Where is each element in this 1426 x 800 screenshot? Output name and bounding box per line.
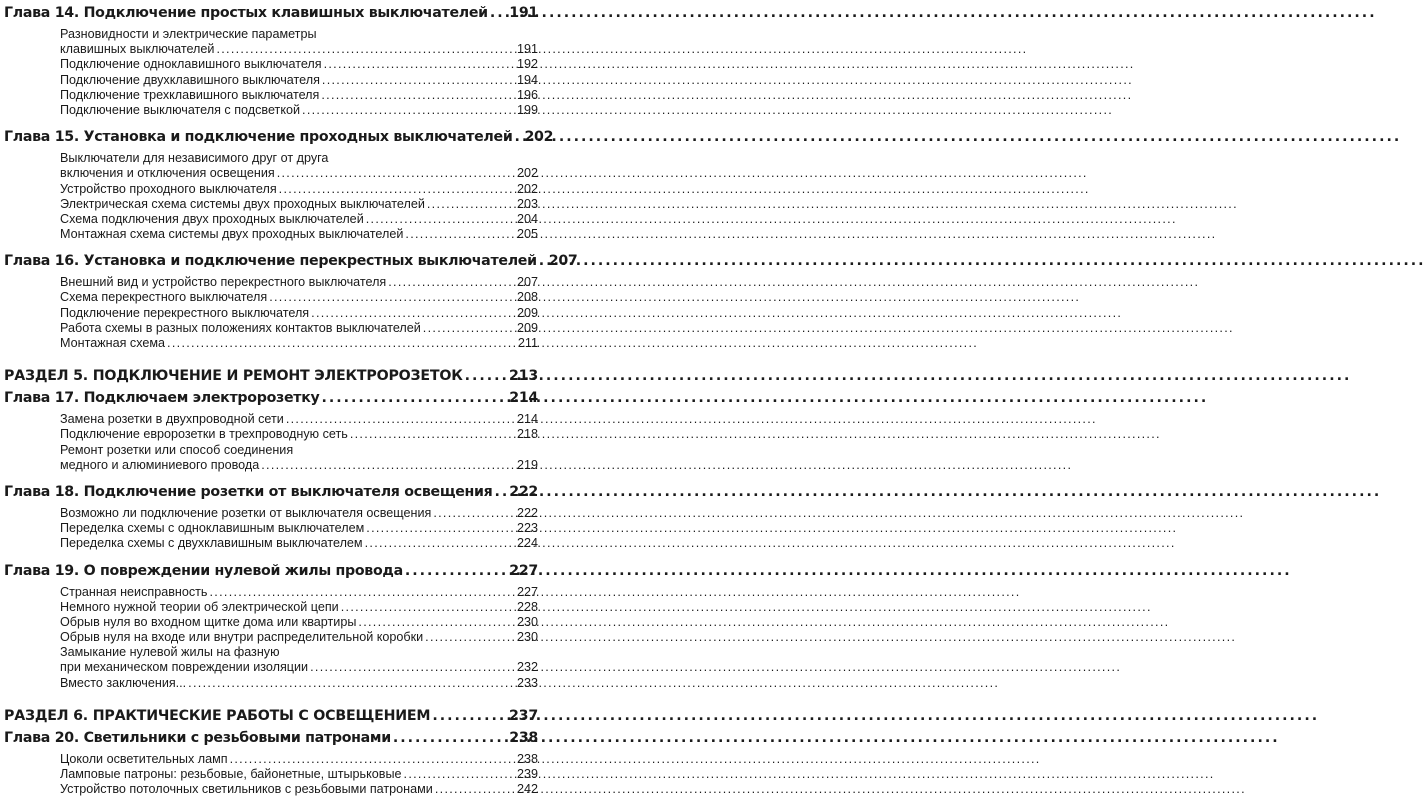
dot-leader — [350, 427, 515, 442]
toc-entry-row-page-number: 242 — [516, 782, 538, 797]
dot-leader — [210, 585, 515, 600]
chapter-heading-title: Глава 19. О повреждении нулевой жилы провода — [4, 562, 403, 579]
toc-entry-row-page-number: 232 — [516, 660, 538, 675]
chapter-heading-page-number: 227 — [509, 562, 538, 579]
toc-entry-row-title: клавишных выключателей — [60, 42, 215, 57]
dot-leader — [365, 536, 515, 551]
dot-leader — [322, 73, 515, 88]
dot-leader — [427, 197, 515, 212]
chapter-heading-title: Глава 18. Подключение розетки от выключателя освещения — [4, 483, 493, 500]
toc-entry[interactable] — [4, 782, 538, 797]
toc-entry[interactable] — [4, 536, 538, 551]
dot-leader — [188, 676, 515, 691]
toc-entry-row-title: Устройство проходного выключателя — [60, 181, 277, 196]
toc-entry-row[interactable] — [4, 458, 538, 473]
toc-entry[interactable] — [4, 600, 538, 615]
toc-entry-row-title: Обрыв нуля на входе или внутри распределительной коробки — [60, 630, 424, 645]
toc-entry-row-page-number: 227 — [516, 584, 538, 599]
section-heading[interactable] — [4, 365, 538, 387]
dot-leader — [261, 458, 515, 473]
toc-entry-row-title: включения и отключения освещения — [60, 166, 275, 181]
dot-leader — [393, 727, 507, 749]
toc-entry[interactable] — [4, 521, 538, 536]
chapter-heading[interactable] — [4, 250, 578, 272]
toc-entry-row[interactable] — [4, 336, 538, 351]
spacer — [4, 691, 538, 705]
chapter-heading[interactable] — [4, 727, 538, 749]
toc-entry-row-title: Замена розетки в двухпроводной сети — [60, 412, 284, 427]
toc-entry[interactable] — [4, 27, 538, 57]
toc-entry-row-title: Схема подключения двух проходных выключателей — [60, 211, 364, 226]
toc-entry-title-line: Разновидности и электрические параметры — [60, 27, 317, 41]
toc-entry-row-page-number: 202 — [516, 166, 538, 181]
toc-entry-row-title: Подключение выключателя с подсветкой — [60, 102, 301, 117]
toc-entry-row-title: Внешний вид и устройство перекрестного выключателя — [60, 275, 387, 290]
chapter-heading-page-number: 191 — [509, 5, 538, 21]
toc-entry-row[interactable] — [4, 321, 538, 336]
toc-entry-row-title: Монтажная схема системы двух проходных выключателей — [60, 227, 404, 242]
dot-leader — [269, 290, 515, 305]
toc-entry-row-page-number: 233 — [516, 675, 538, 690]
toc-entry[interactable] — [4, 506, 538, 521]
toc-entry-row-title: Цоколи осветительных ламп — [60, 751, 228, 766]
toc-entry-row[interactable] — [4, 427, 538, 442]
toc-entry-title-line: Ремонт розетки или способ соединения — [60, 442, 294, 457]
toc-entry-row[interactable] — [4, 630, 538, 645]
toc-entry-row-page-number: 238 — [516, 751, 538, 766]
toc-entry-row-title: Устройство потолочных светильников с резьбовыми патронами — [60, 782, 433, 797]
toc-entry[interactable] — [4, 615, 538, 630]
toc-entry-row-title: Обрыв нуля во входном щитке дома или квартиры — [60, 614, 357, 629]
toc-entry-row[interactable] — [4, 290, 538, 305]
toc-entry[interactable] — [4, 290, 538, 305]
toc-entry[interactable] — [4, 275, 538, 290]
dot-leader — [514, 126, 522, 148]
toc-entry-row-title: Электрическая схема системы двух проходных выключателей — [60, 196, 425, 211]
toc-entry[interactable] — [4, 752, 538, 767]
toc-entry-row[interactable] — [4, 166, 538, 181]
chapter-heading[interactable] — [4, 126, 554, 148]
toc-entry-row[interactable] — [4, 767, 538, 782]
chapter-heading[interactable] — [4, 560, 538, 582]
toc-entry-title-line: Замыкание нулевой жилы на фазную — [60, 645, 280, 660]
toc-entry[interactable] — [4, 57, 538, 72]
dot-leader — [405, 560, 507, 582]
toc-entry-row-page-number: 230 — [516, 614, 538, 629]
toc-entry-row-title: Переделка схемы с одноклавишным выключателем — [60, 521, 365, 536]
toc-entry-row[interactable] — [4, 585, 538, 600]
section-heading-title: РАЗДЕЛ 6. ПРАКТИЧЕСКИЕ РАБОТЫ С ОСВЕЩЕНИЕМ — [4, 707, 431, 724]
toc-entry[interactable] — [4, 412, 538, 427]
dot-leader — [324, 57, 515, 72]
toc-entry-row[interactable] — [4, 275, 538, 290]
toc-entry-row-page-number: 203 — [516, 196, 538, 211]
toc-entry-row-page-number: 191 — [516, 42, 538, 57]
dot-leader — [435, 782, 515, 797]
toc-entry-row[interactable] — [4, 521, 538, 536]
toc-entry[interactable] — [4, 630, 538, 645]
chapter-heading-page-number: 207 — [548, 253, 578, 270]
dot-leader — [310, 660, 515, 675]
chapter-heading-page-number: 238 — [509, 729, 538, 746]
toc-entry[interactable] — [4, 212, 538, 227]
dot-leader — [341, 600, 515, 615]
chapter-heading-title: Глава 20. Светильники с резьбовыми патронами — [4, 729, 391, 746]
toc-entry-row[interactable] — [4, 227, 538, 242]
chapter-heading-title: Глава 14. Подключение простых клавишных выключателей — [4, 5, 488, 21]
toc-entry-row-page-number: 204 — [516, 211, 538, 226]
toc-entry-row-title: Подключение одноклавишного выключателя — [60, 57, 322, 72]
toc-entry-row-title: Немного нужной теории об электрической цепи — [60, 599, 339, 614]
toc-entry[interactable] — [4, 227, 538, 242]
toc-entry-row-title: медного и алюминиевого провода — [60, 457, 260, 472]
dot-leader — [432, 705, 507, 727]
toc-entry-row-title: Монтажная схема — [60, 336, 166, 350]
dot-leader — [366, 521, 515, 536]
toc-entry-row-title: Схема перекрестного выключателя — [60, 290, 268, 305]
toc-entry[interactable] — [4, 151, 538, 181]
toc-entry-row-page-number: 228 — [516, 599, 538, 614]
toc-entry-row-page-number: 194 — [516, 72, 538, 87]
chapter-heading-page-number: 202 — [524, 129, 554, 146]
dot-leader — [302, 103, 515, 118]
toc-entry-row-page-number: 230 — [516, 630, 538, 645]
toc-entry-row-title: Подключение трехклавишного выключателя — [60, 87, 320, 102]
toc-entry-row-page-number: 196 — [516, 87, 538, 102]
dot-leader — [494, 481, 507, 503]
toc-entry-row-page-number: 224 — [516, 536, 538, 551]
dot-leader — [404, 767, 515, 782]
dot-leader — [286, 412, 515, 427]
toc-entry[interactable] — [4, 321, 538, 336]
toc-entry-row-page-number: 211 — [517, 336, 538, 350]
dot-leader — [425, 630, 515, 645]
chapter-heading[interactable] — [4, 2, 538, 24]
table-of-contents — [4, 2, 578, 797]
toc-entry-row[interactable] — [4, 73, 538, 88]
toc-entry-title-line: Выключатели для независимого друг от друга — [60, 151, 329, 166]
chapter-heading-title: Глава 17. Подключаем электророзетку — [4, 390, 320, 407]
dot-leader — [167, 336, 516, 351]
spacer — [4, 118, 538, 126]
section-heading[interactable] — [4, 705, 538, 727]
toc-entry[interactable] — [4, 443, 538, 473]
spacer — [4, 242, 538, 250]
dot-leader — [490, 2, 507, 24]
toc-entry[interactable] — [4, 336, 538, 351]
toc-entry-row-title: Вместо заключения... — [60, 675, 187, 690]
toc-entry[interactable] — [4, 767, 538, 782]
toc-entry-row-title: Ламповые патроны: резьбовые, байонетные, штырьковые — [60, 767, 402, 781]
toc-entry-row-page-number: 218 — [516, 427, 538, 442]
toc-entry-row-page-number: 239 — [516, 767, 538, 781]
toc-entry-row-page-number: 208 — [516, 290, 538, 305]
toc-entry[interactable] — [4, 73, 538, 88]
toc-entry-row-page-number: 219 — [516, 457, 538, 472]
toc-entry[interactable] — [4, 585, 538, 600]
toc-entry-row[interactable] — [4, 197, 538, 212]
spacer — [4, 552, 538, 560]
toc-entry-row-title: Возможно ли подключение розетки от выключателя освещения — [60, 505, 432, 520]
dot-leader — [433, 506, 515, 521]
dot-leader — [539, 250, 547, 272]
section-heading-page-number: 237 — [508, 707, 538, 724]
dot-leader — [277, 166, 515, 181]
toc-entry-row-page-number: 209 — [516, 320, 538, 335]
toc-entry-row[interactable] — [4, 412, 538, 427]
toc-entry[interactable] — [4, 88, 538, 103]
dot-leader — [366, 212, 515, 227]
toc-entry[interactable] — [4, 197, 538, 212]
toc-entry[interactable] — [4, 103, 538, 118]
chapter-heading[interactable] — [4, 387, 538, 409]
dot-leader — [405, 227, 515, 242]
toc-entry-row[interactable] — [4, 103, 538, 118]
chapter-heading[interactable] — [4, 481, 538, 503]
toc-entry-row-title: Переделка схемы с двухклавишным выключателем — [60, 536, 363, 551]
toc-entry-row-page-number: 192 — [516, 57, 538, 72]
toc-entry-row[interactable] — [4, 57, 538, 72]
toc-entry[interactable] — [4, 427, 538, 442]
toc-entry[interactable] — [4, 306, 538, 321]
toc-entry-row-title: Работа схемы в разных положениях контактов выключателей — [60, 320, 421, 335]
dot-leader — [465, 365, 507, 387]
toc-entry-row-page-number: 214 — [516, 412, 538, 427]
toc-entry-row[interactable] — [4, 615, 538, 630]
toc-entry-row[interactable] — [4, 506, 538, 521]
dot-leader — [388, 275, 515, 290]
toc-entry-row[interactable] — [4, 536, 538, 551]
toc-entry-row-page-number: 202 — [516, 181, 538, 196]
dot-leader — [358, 615, 515, 630]
dot-leader — [311, 306, 515, 321]
toc-entry-row[interactable] — [4, 782, 538, 797]
toc-entry-row-page-number: 205 — [516, 227, 538, 242]
toc-entry-row-page-number: 199 — [516, 102, 538, 117]
chapter-heading-title: Глава 15. Установка и подключение проходных выключателей — [4, 129, 513, 146]
chapter-heading-page-number: 214 — [509, 390, 538, 407]
toc-entry-row-title: Подключение перекрестного выключателя — [60, 305, 310, 320]
dot-leader — [279, 182, 515, 197]
toc-entry-row[interactable] — [4, 182, 538, 197]
chapter-heading-page-number: 222 — [509, 483, 538, 500]
dot-leader — [423, 321, 515, 336]
toc-entry[interactable] — [4, 676, 538, 691]
dot-leader — [321, 88, 515, 103]
toc-entry-row[interactable] — [4, 306, 538, 321]
toc-entry-row-title: при механическом повреждении изоляции — [60, 660, 309, 675]
toc-entry-row[interactable] — [4, 752, 538, 767]
toc-entry-row-title: Подключение евророзетки в трехпроводную сеть — [60, 427, 348, 442]
toc-entry-row[interactable] — [4, 88, 538, 103]
spacer — [4, 351, 538, 365]
spacer — [4, 473, 538, 481]
toc-entry-row-page-number: 222 — [516, 505, 538, 520]
toc-entry-row[interactable] — [4, 660, 538, 675]
dot-leader — [216, 42, 515, 57]
toc-entry[interactable] — [4, 182, 538, 197]
toc-entry-row-title: Странная неисправность — [60, 584, 208, 599]
toc-entry-row[interactable] — [4, 600, 538, 615]
toc-entry-row[interactable] — [4, 676, 538, 691]
dot-leader — [230, 752, 515, 767]
section-heading-title: РАЗДЕЛ 5. ПОДКЛЮЧЕНИЕ И РЕМОНТ ЭЛЕКТРОРОЗЕТОК — [4, 368, 463, 385]
toc-entry-row-title: Подключение двухклавишного выключателя — [60, 72, 320, 87]
toc-entry[interactable] — [4, 645, 538, 675]
toc-entry-row[interactable] — [4, 212, 538, 227]
dot-leader — [321, 387, 507, 409]
toc-entry-row-page-number: 207 — [516, 275, 538, 290]
chapter-heading-title: Глава 16. Установка и подключение перекрестных выключателей — [4, 253, 537, 270]
section-heading-page-number: 213 — [508, 368, 538, 385]
toc-entry-row-page-number: 223 — [516, 521, 538, 536]
toc-entry-row[interactable] — [4, 42, 538, 57]
toc-entry-row-page-number: 209 — [516, 305, 538, 320]
